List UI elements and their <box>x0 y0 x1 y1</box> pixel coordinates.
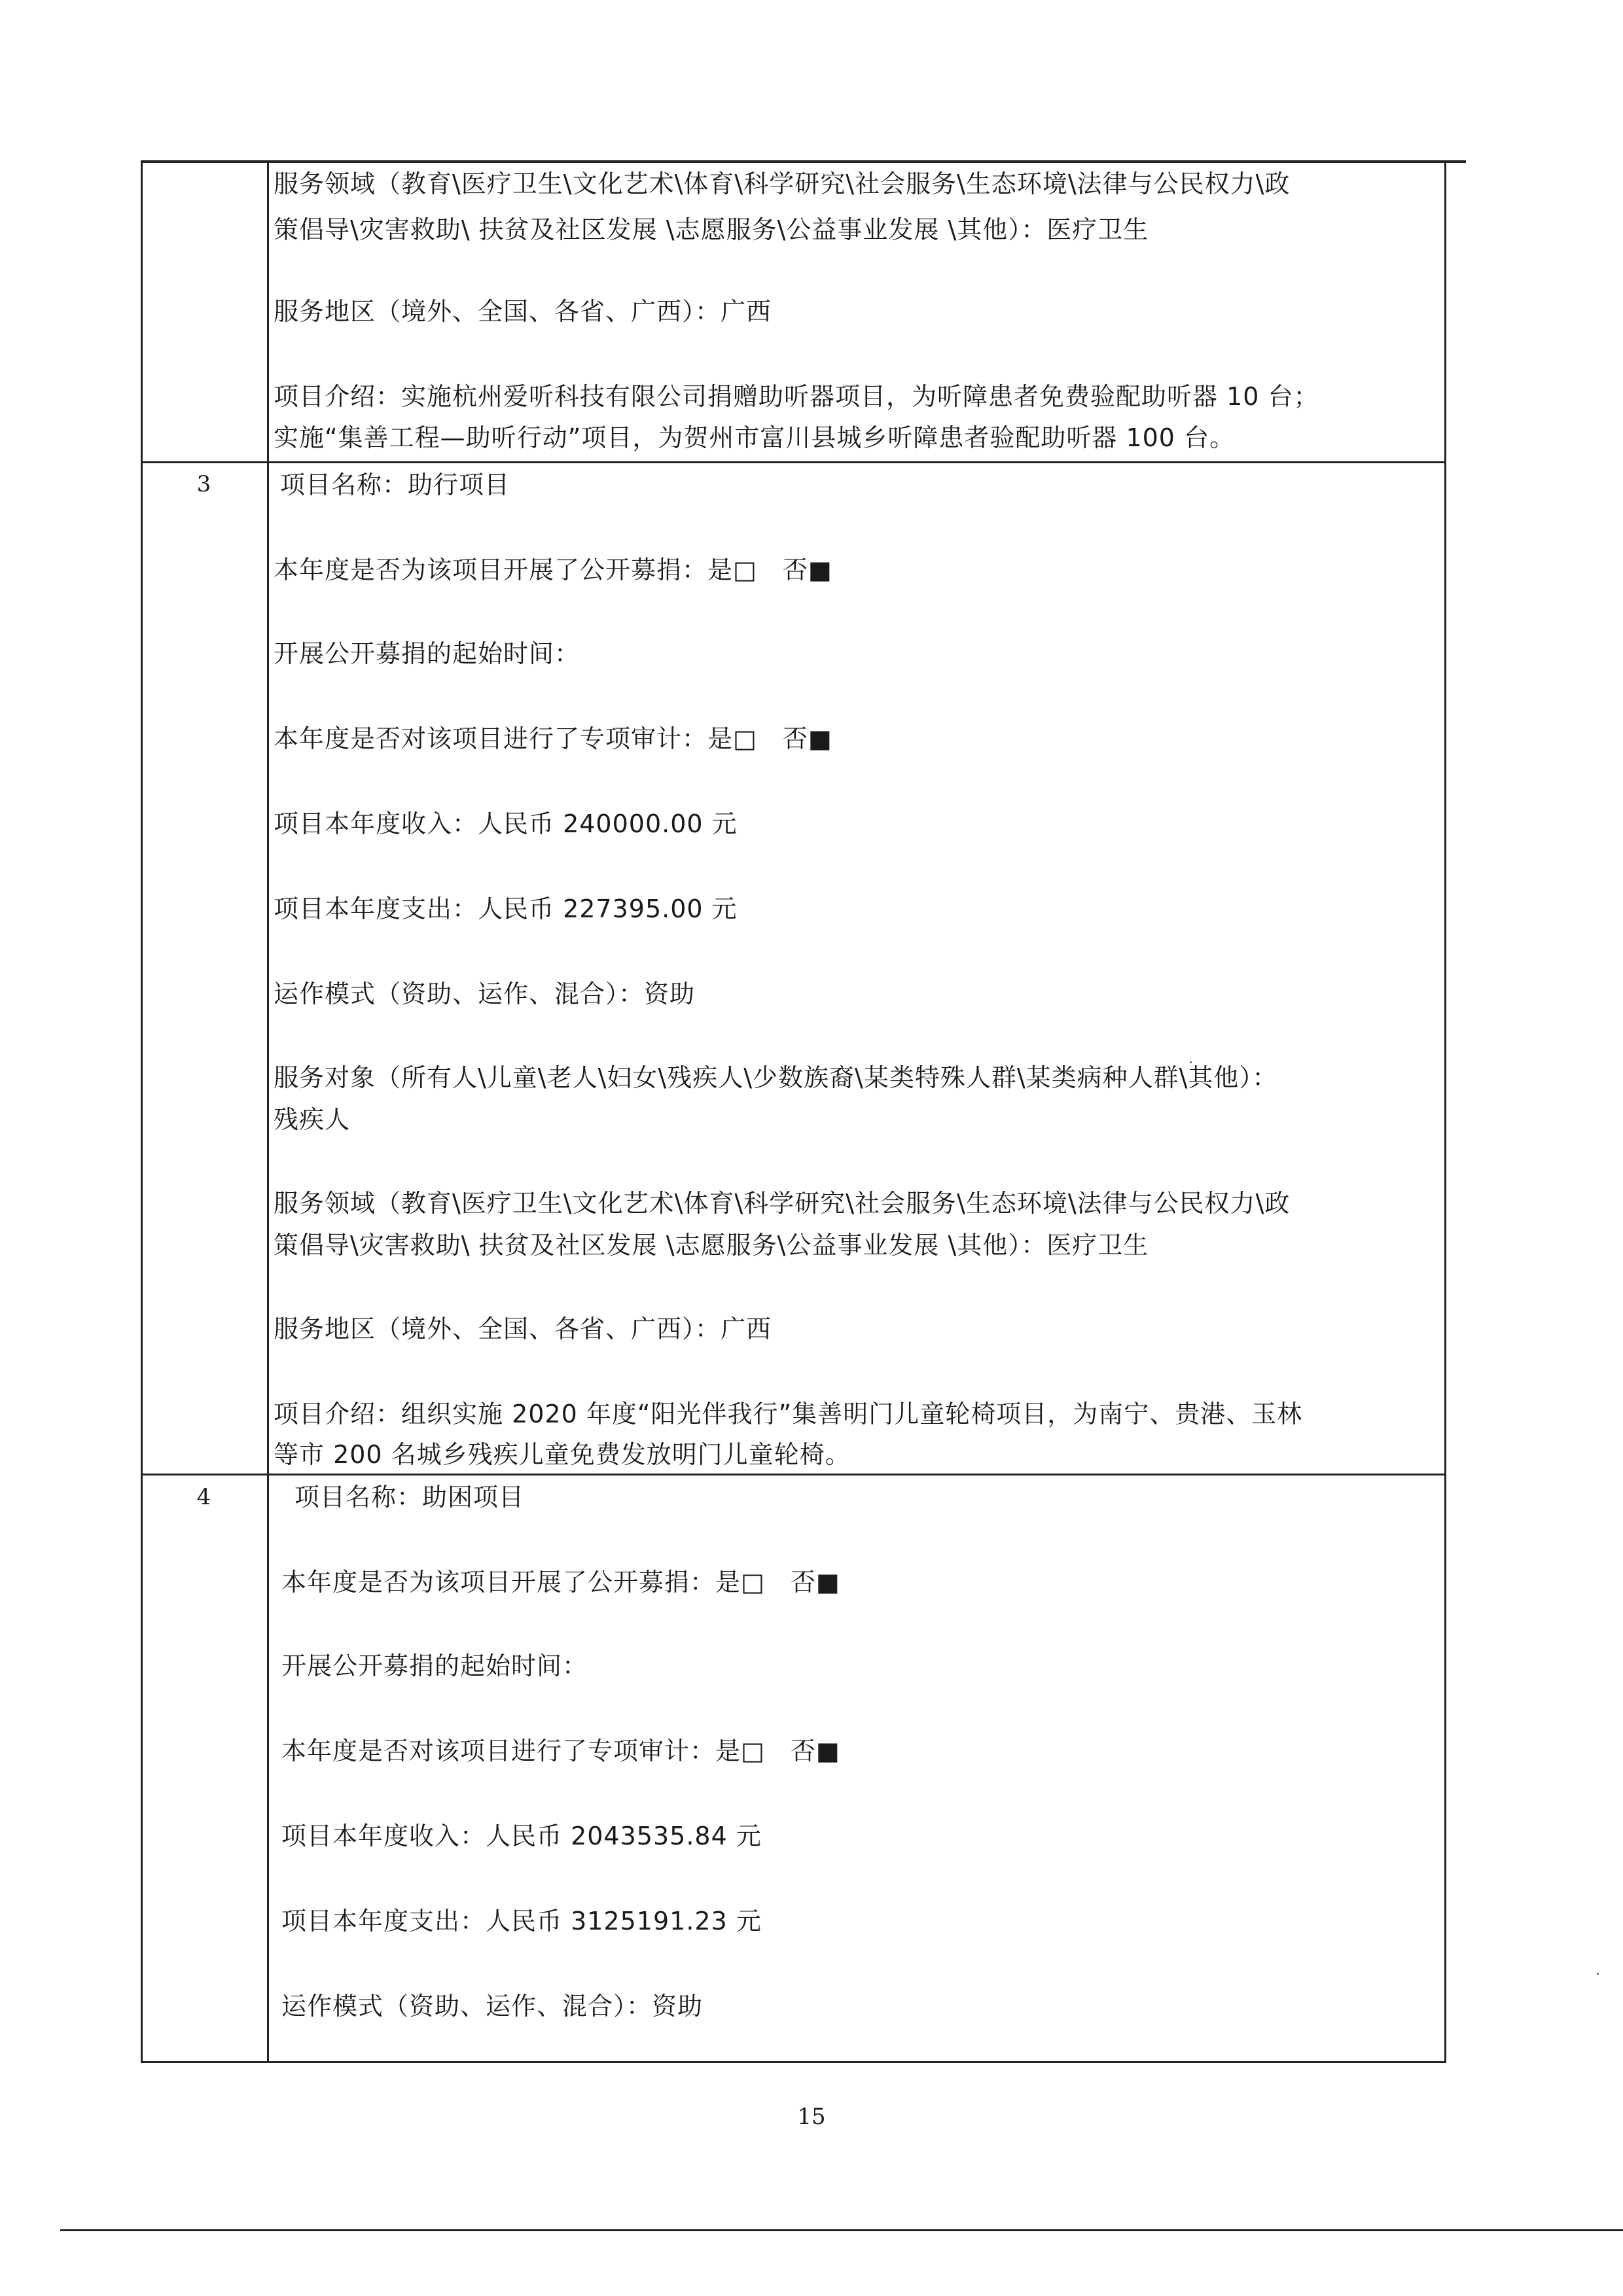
service-field-line-1: 服务领域（教育\医疗卫生\文化艺术\体育\科学研究\社会服务\生态环境\法律与公民权力\政 <box>274 169 1291 198</box>
project-income: 项目本年度收入：人民币 2043535.84 元 <box>281 1822 762 1850</box>
service-target-line-2: 残疾人 <box>274 1105 351 1134</box>
service-region: 服务地区（境外、全国、各省、广西）：广西 <box>274 297 772 326</box>
service-field-line-2: 策倡导\灾害救助\ 扶贫及社区发展 \志愿服务\公益事业发展 \其他）：医疗卫生 <box>274 1231 1149 1260</box>
service-field-line-1: 服务领域（教育\医疗卫生\文化艺术\体育\科学研究\社会服务\生态环境\法律与公民权力\政 <box>274 1189 1291 1218</box>
project-expenditure: 项目本年度支出：人民币 227395.00 元 <box>274 894 738 923</box>
table-row-divider <box>141 1474 1446 1475</box>
service-field-line-2: 策倡导\灾害救助\ 扶贫及社区发展 \志愿服务\公益事业发展 \其他）：医疗卫生 <box>274 215 1149 244</box>
operation-mode: 运作模式（资助、运作、混合）：资助 <box>274 980 696 1008</box>
row-number-4: 4 <box>196 1484 211 1510</box>
scan-speck <box>1190 1061 1192 1063</box>
fundraising-start-time: 开展公开募捐的起始时间： <box>281 1651 588 1680</box>
scan-speck <box>1597 1973 1599 1975</box>
project-intro-line-1: 项目介绍：实施杭州爱听科技有限公司捐赠助听器项目，为听障患者免费验配助听器 10 台； <box>274 382 1319 411</box>
page-number: 15 <box>797 2104 826 2130</box>
table-row-divider <box>141 461 1446 463</box>
public-fundraising-question: 本年度是否为该项目开展了公开募捐：是□ 否■ <box>274 556 832 584</box>
public-fundraising-question: 本年度是否为该项目开展了公开募捐：是□ 否■ <box>281 1568 840 1597</box>
project-intro-line-1: 项目介绍：组织实施 2020 年度“阳光伴我行”集善明门儿童轮椅项目，为南宁、贵港、玉林 <box>274 1400 1303 1428</box>
project-intro-line-2: 等市 200 名城乡残疾儿童免费发放明门儿童轮椅。 <box>274 1440 851 1469</box>
project-expenditure: 项目本年度支出：人民币 3125191.23 元 <box>281 1907 762 1935</box>
special-audit-question: 本年度是否对该项目进行了专项审计：是□ 否■ <box>281 1737 840 1765</box>
service-target-line-1: 服务对象（所有人\儿童\老人\妇女\残疾人\少数族裔\某类特殊人群\某类病种人群\其他）： <box>274 1063 1278 1092</box>
service-region: 服务地区（境外、全国、各省、广西）：广西 <box>274 1315 772 1343</box>
table-column-divider <box>267 160 269 2063</box>
project-name: 项目名称：助困项目 <box>294 1483 525 1511</box>
row-number-3: 3 <box>196 471 211 497</box>
project-intro-line-2: 实施“集善工程—助听行动”项目，为贺州市富川县城乡听障患者验配助听器 100 台。 <box>274 423 1236 452</box>
project-name: 项目名称：助行项目 <box>280 470 510 499</box>
special-audit-question: 本年度是否对该项目进行了专项审计：是□ 否■ <box>274 724 832 753</box>
fundraising-start-time: 开展公开募捐的起始时间： <box>274 639 580 668</box>
operation-mode: 运作模式（资助、运作、混合）：资助 <box>281 1992 704 2021</box>
project-income: 项目本年度收入：人民币 240000.00 元 <box>274 809 738 838</box>
footer-rule <box>60 2229 1623 2231</box>
